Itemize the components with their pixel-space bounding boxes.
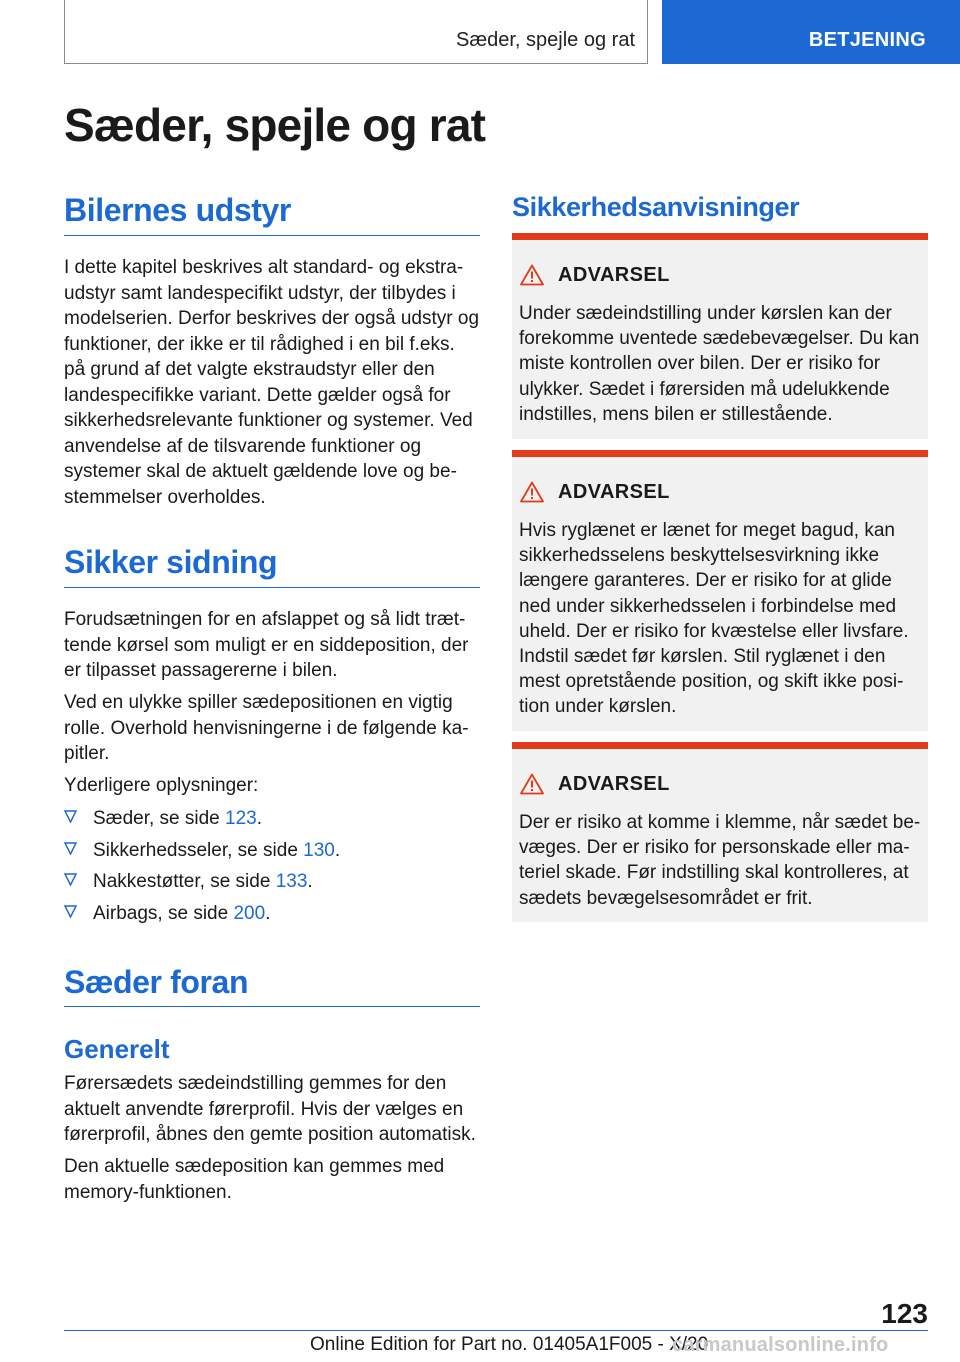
section-rule: [64, 235, 480, 236]
warning-title: ADVARSEL: [558, 264, 670, 286]
warning-text: Hvis ryglænet er lænet for meget bagud, kan sikkerhedsselens beskyttelsesvirkning ikke længere garanteres. Der er risiko for at glide ned under sikkerhedsselen i forbindelse med uheld. Der er risiko for kvæstelse eller livsfare. Indstil sædet før kørslen. Stil ryglænet i den mest opretstående position, og skift ikke position under kørslen.: [519, 520, 909, 718]
reference-end: .: [256, 808, 263, 829]
warning-triangle-icon: [520, 773, 544, 795]
header-chapter-box: [64, 0, 648, 64]
section-heading-safe-seating: Sikker sidning: [64, 544, 278, 580]
page-link[interactable]: 133: [275, 871, 308, 892]
page-link[interactable]: 123: [225, 808, 257, 829]
triangle-bullet-icon: [64, 873, 77, 887]
section-rule: [64, 1006, 480, 1007]
warning-title: ADVARSEL: [558, 481, 670, 503]
safe-seating-p1: Forudsætningen for en afslappet og så lidt trættende kørsel som muligt er en siddeposition, der er tilpasset passagererne i bilen.: [64, 609, 469, 681]
warning-box: [512, 233, 928, 439]
reference-text: Sæder, se side: [93, 808, 226, 829]
warning-triangle-icon: [520, 481, 544, 503]
reference-end: .: [265, 902, 271, 924]
reference-list: [64, 806, 480, 932]
triangle-bullet-icon: [64, 842, 77, 856]
list-item: [64, 806, 480, 838]
footer-rule: [64, 1330, 928, 1331]
safe-seating-p3: Yderligere oplysninger:: [64, 775, 259, 796]
warning-text: Der er risiko at komme i klemme, når sædet bevæges. Der er risiko for personskade eller materiel skade. Før indstilling skal kontrolleres, at sædets bevægelsesområdet er frit.: [519, 812, 921, 909]
header-chapter-title: Sæder, spejle og rat: [456, 29, 635, 51]
triangle-bullet-icon: [64, 905, 77, 919]
watermark: carmanualsonline.info: [672, 1334, 889, 1356]
front-seats-p2: Den aktuelle sædeposition kan gemmes med memory-funktionen.: [64, 1156, 445, 1203]
triangle-bullet-icon: [64, 810, 77, 824]
page-link[interactable]: 130: [303, 839, 335, 861]
section-heading-safety: Sikkerhedsanvisninger: [512, 192, 800, 222]
list-item: [64, 901, 480, 933]
reference-text: Nakkestøtter, se side: [93, 871, 276, 892]
section-heading-front-seats: Sæder foran: [64, 964, 249, 1000]
list-item: [64, 838, 480, 870]
list-item: [64, 869, 480, 901]
front-seats-p1: Førersædets sædeindstilling gemmes for den aktuelt anvendte førerprofil. Hvis der vælges en førerprofil, åbnes den gemte position automatisk.: [64, 1073, 476, 1145]
reference-text: Airbags, se side: [93, 902, 234, 924]
reference-end: .: [334, 839, 341, 861]
reference-end: .: [307, 871, 313, 892]
warning-box: [512, 742, 928, 922]
warning-title: ADVARSEL: [558, 773, 670, 795]
header-section-tab: [662, 0, 960, 64]
header-section-label: BETJENING: [808, 29, 926, 51]
warning-triangle-icon: [520, 264, 544, 286]
subheading-general: Generelt: [64, 1034, 170, 1064]
section-heading-equipment: Bilernes udstyr: [64, 192, 291, 228]
safe-seating-p2: Ved en ulykke spiller sædepositionen en vigtig rolle. Overhold henvisningerne i de følgende kapitler.: [64, 692, 469, 764]
footer-edition: Online Edition for Part no. 01405A1F005 - X/20: [310, 1334, 709, 1355]
warning-box: [512, 450, 928, 731]
page-title: Sæder, spejle og rat: [64, 99, 486, 151]
section-rule: [64, 587, 480, 588]
reference-text: Sikkerhedsseler, se side: [93, 839, 304, 861]
page-link[interactable]: 200: [233, 902, 266, 924]
page-number: 123: [881, 1298, 928, 1329]
equipment-text: I dette kapitel beskrives alt standard- og ekstraudstyr samt landespecifikt udstyr, der tilbydes i modelserien. Derfor beskrives der også udstyr og funktioner, der ikke er til rådighed i en bil f.eks. på grund af det valgte ekstraudstyr eller den landespecifikke variant. Dette gælder også for sikkerhedsrelevante funktioner og systemer. Ved anvendelse af de tilsvarende funktioner og systemer skal de aktuelt gældende love og bestemmelser overholdes.: [64, 257, 480, 508]
warning-text: Under sædeindstilling under kørslen kan der forekomme uventede sædebevægelser. Du kan miste kontrollen over bilen. Der er risiko for ulykker. Sædet i førersiden må udelukkende indstilles, mens bilen er stillestående.: [519, 303, 920, 425]
